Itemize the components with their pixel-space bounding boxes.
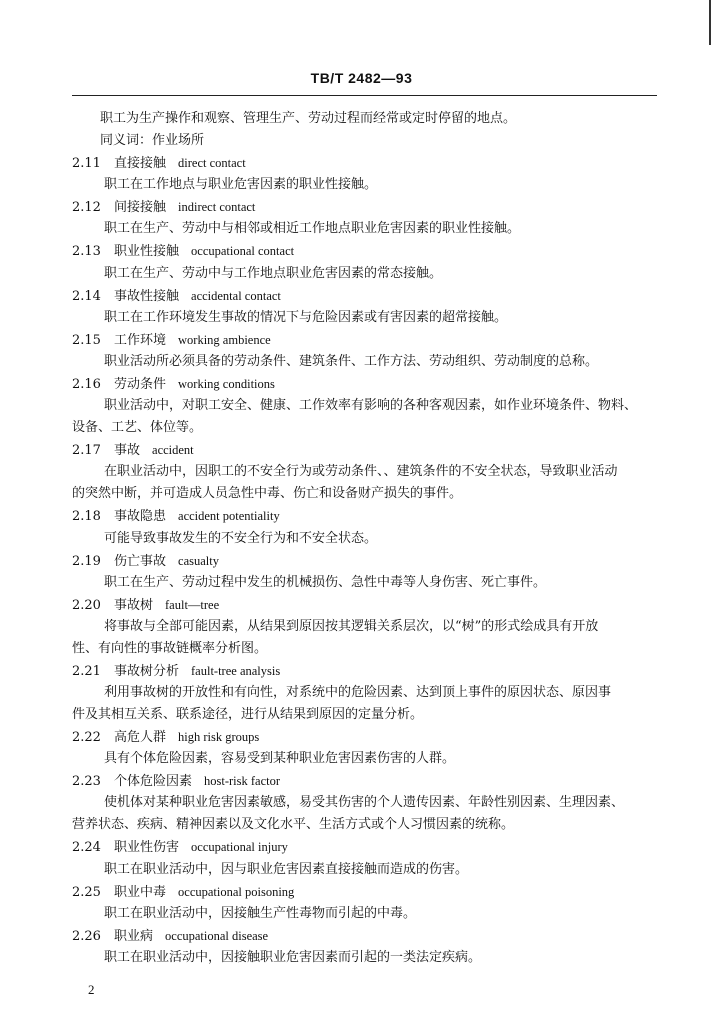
term-definition-line: 设备、工艺、体位等。 — [72, 420, 203, 436]
term-definition-line: 将事故与全部可能因素，从结果到原因按其逻辑关系层次，以“树”的形式绘成具有开放 — [104, 618, 599, 634]
intro-synonym: 同义词：作业场所 — [100, 133, 205, 148]
term-heading — [72, 836, 667, 858]
term-definition-line: 具有个体危险因素，容易受到某种职业危害因素伤害的人群。 — [104, 751, 456, 767]
term-heading — [72, 329, 667, 351]
term-chinese: 直接接触 — [114, 156, 167, 171]
term-definition-line: 的突然中断，并可造成人员急性中毒、伤亡和设备财产损失的事件。 — [72, 486, 463, 502]
term-english: fault-tree analysis — [191, 663, 281, 678]
term-heading — [72, 439, 667, 461]
term-chinese: 劳动条件 — [114, 376, 167, 392]
term-number: 2.15 — [72, 332, 101, 348]
term-heading — [72, 660, 667, 682]
term-number: 2.17 — [72, 443, 101, 459]
term-number: 2.13 — [72, 244, 101, 260]
term-definition-line: 职工在生产、劳动中与相邻或相近工作地点职业危害因素的职业性接触。 — [104, 221, 521, 237]
term-chinese: 事故性接触 — [114, 288, 180, 304]
term-chinese: 职业中毒 — [114, 884, 167, 900]
term-number: 2.23 — [72, 774, 101, 790]
term-chinese: 事故隐患 — [114, 509, 167, 525]
term-definition-line: 利用事故树的开放性和有向性，对系统中的危险因素、达到顶上事件的原因状态、原因事 — [104, 685, 612, 701]
term-english: high risk groups — [178, 730, 260, 745]
term-definition-line: 在职业活动中，因职工的不安全行为或劳动条件、、建筑条件的不安全状态，导致职业活动 — [104, 464, 618, 480]
term-number: 2.11 — [72, 156, 101, 171]
term-heading — [72, 240, 667, 262]
term-english: accident potentiality — [178, 509, 280, 524]
term-chinese: 伤亡事故 — [114, 553, 167, 569]
term-number: 2.24 — [72, 840, 101, 856]
term-english: working conditions — [178, 376, 275, 391]
term-definition-line: 营养状态、疾病、精神因素以及文化水平、生活方式或个人习惯因素的统称。 — [72, 817, 515, 833]
term-english: fault—tree — [165, 597, 220, 612]
term-english: occupational contact — [191, 244, 295, 259]
term-chinese: 工作环境 — [114, 332, 167, 348]
term-heading — [72, 196, 667, 218]
term-english: host-risk factor — [204, 774, 281, 789]
term-entries — [72, 152, 667, 969]
term-chinese: 事故 — [114, 443, 141, 459]
term-english: indirect contact — [178, 200, 256, 215]
term-chinese: 职业病 — [114, 928, 154, 944]
term-chinese: 事故树分析 — [114, 663, 180, 679]
term-heading — [72, 505, 667, 527]
term-definition-line: 职工在工作地点与职业危害因素的职业性接触。 — [104, 177, 378, 193]
term-definition-line: 可能导致事故发生的不安全行为和不安全状态。 — [104, 530, 378, 546]
header-rule — [72, 95, 657, 96]
term-definition-line: 职业活动中，对职工安全、健康、工作效率有影响的各种客观因素，如作业环境条件、物料、 — [104, 398, 638, 414]
term-english: direct contact — [178, 156, 246, 170]
term-definition-line: 职业活动所必须具备的劳动条件、建筑条件、工作方法、劳动组织、劳动制度的总称。 — [104, 353, 599, 369]
page-number: 2 — [88, 982, 95, 997]
term-definition-line: 职工在生产、劳动过程中发生的机械损伤、急性中毒等人身伤害、死亡事件。 — [104, 574, 547, 590]
term-english: accident — [152, 443, 194, 458]
term-number: 2.19 — [72, 553, 101, 569]
scan-edge-mark — [709, 0, 711, 45]
term-number: 2.20 — [72, 597, 101, 613]
term-chinese: 间接接触 — [114, 200, 167, 216]
term-chinese: 高危人群 — [114, 730, 167, 746]
term-heading — [72, 373, 667, 395]
term-english: occupational disease — [165, 928, 269, 943]
term-english: occupational injury — [191, 840, 288, 855]
term-number: 2.21 — [72, 663, 101, 679]
term-list — [72, 108, 667, 969]
term-definition-line: 职工在生产、劳动中与工作地点职业危害因素的常态接触。 — [104, 265, 443, 281]
term-heading — [72, 285, 667, 307]
term-number: 2.12 — [72, 200, 101, 216]
term-heading — [72, 726, 667, 748]
term-definition-line: 职工在职业活动中，因接触职业危害因素而引起的一类法定疾病。 — [104, 950, 482, 965]
term-definition-line: 职工在职业活动中，因与职业危害因素直接接触而造成的伤害。 — [104, 861, 469, 877]
term-chinese: 事故树 — [114, 597, 154, 613]
term-heading — [72, 881, 667, 903]
term-chinese: 个体危险因素 — [114, 774, 193, 790]
term-number: 2.25 — [72, 884, 101, 900]
term-definition-line: 职工在职业活动中，因接触生产性毒物而引起的中毒。 — [104, 905, 417, 921]
term-definition-line: 性、有向性的事故链概率分析图。 — [72, 640, 268, 656]
term-english: working ambience — [178, 332, 271, 347]
term-english: accidental contact — [191, 288, 281, 303]
term-english: casualty — [178, 553, 219, 568]
term-definition-line: 使机体对某种职业危害因素敏感，易受其伤害的个人遗传因素、年龄性别因素、生理因素、 — [104, 795, 625, 811]
term-number: 2.26 — [72, 928, 101, 944]
term-number: 2.18 — [72, 509, 101, 525]
term-heading — [72, 550, 667, 572]
term-heading — [72, 152, 667, 174]
term-number: 2.14 — [72, 288, 101, 304]
term-definition-line: 件及其相互关系、联系途径，进行从结果到原因的定量分析。 — [72, 707, 424, 723]
term-english: occupational poisoning — [178, 884, 295, 899]
intro-definition: 职工为生产操作和观察、管理生产、劳动过程而经常或定时停留的地点。 — [100, 111, 517, 126]
term-chinese: 职业性接触 — [114, 244, 180, 260]
term-chinese: 职业性伤害 — [114, 840, 180, 856]
term-heading — [72, 770, 667, 792]
term-heading — [72, 594, 667, 616]
standard-code-header: TB/T 2482—93 — [310, 70, 413, 86]
term-number: 2.22 — [72, 730, 101, 746]
term-definition-line: 职工在工作环境发生事故的情况下与危险因素或有害因素的超常接触。 — [104, 309, 508, 325]
term-number: 2.16 — [72, 376, 101, 392]
term-heading — [72, 925, 667, 947]
